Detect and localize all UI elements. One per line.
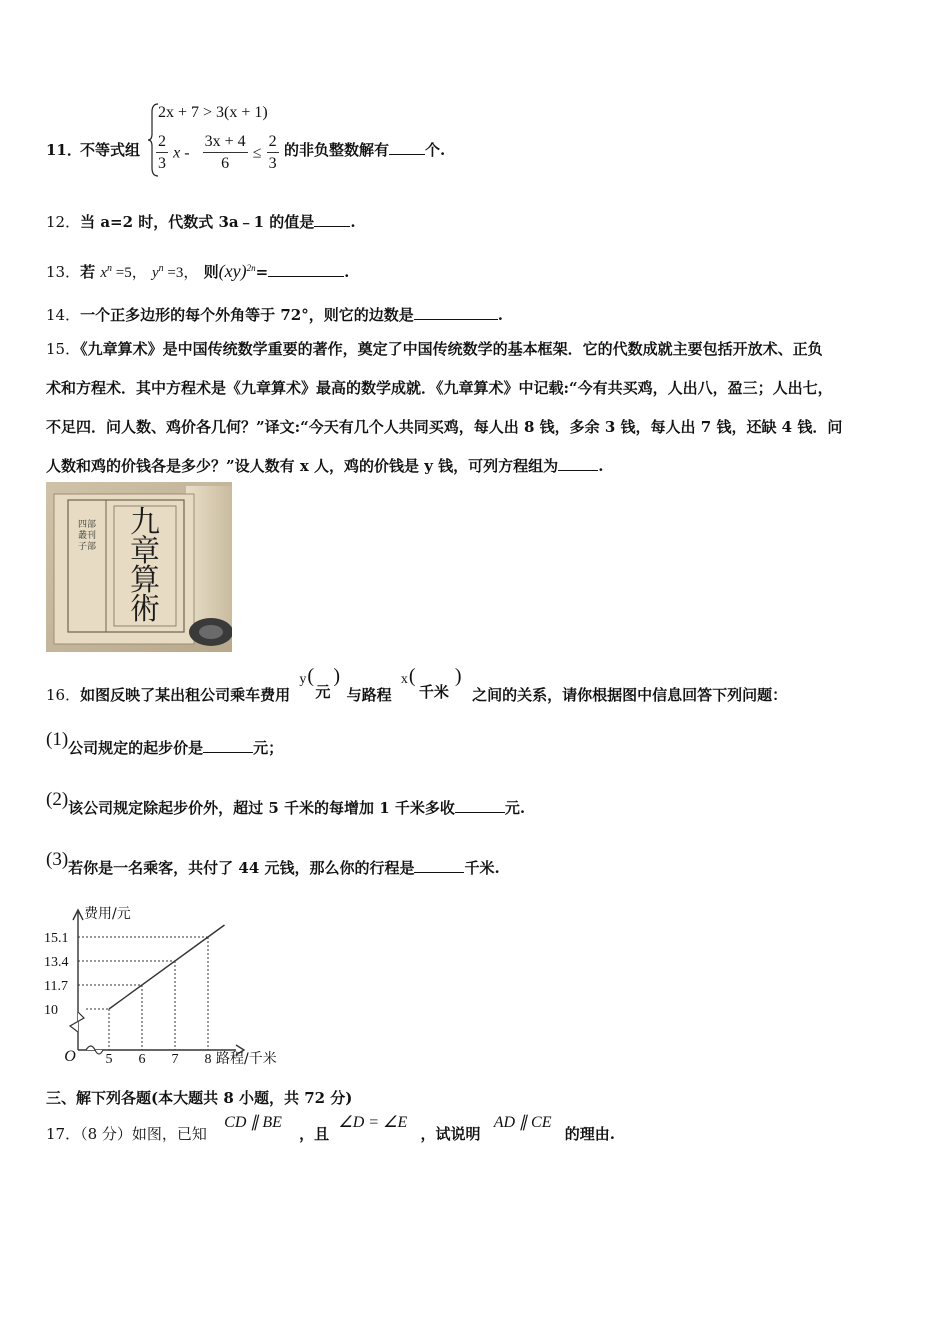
frac-c: $\frac{2}{3}$ [268,133,277,172]
book-title: 九章算術 [130,505,160,627]
answer-blank[interactable] [268,262,344,277]
q16-sub3: (3)若你是一名乘客，共付了 44 元钱，那么你的行程是 千米. [46,849,500,877]
frac-b: $\frac{3x + 4}{6}$ [204,133,246,172]
q15-line-2: 术和方程术．其中方程术是《九章算术》最高的数学成就．《九章算术》中记载:“今有共买鸡，人出八，盈三；人出七， [46,379,833,397]
y-tick-label: 13.4 [44,955,69,970]
q16-sub2: (2)该公司规定除起步价外，超过 5 千米的每增加 1 千米多收 元. [46,789,526,817]
x-unit: x ( 千米 ) [400,665,462,701]
answer-blank[interactable] [314,212,350,227]
section-heading: 三、解下列各题(本大题共 8 小题，共 72 分) [46,1089,353,1107]
answer-blank[interactable] [414,858,464,873]
q15-line-1: 15．《九章算术》是中国传统数学重要的著作，奠定了中国传统数学的基本框架．它的代数成就主要包括开放术、正负 [46,340,823,358]
q15-line-4: 人数和鸡的价钱各是多少？”设人数有 x 人，鸡的价钱是 y 钱，可列方程组为 . [46,457,604,475]
q11-number: 11． [46,141,82,159]
q13: 13．若 $x^n =5$， $y^n =3$， 则(xy)$^{2n}$= . [46,261,350,281]
y-tick-label: 11.7 [44,979,68,994]
y-axis-label: 费用/元 [84,906,131,922]
answer-blank[interactable] [558,456,598,471]
x-tick-label: 7 [171,1052,179,1067]
y-tick-label: 15.1 [44,931,69,946]
book-side-label: 四部叢刊子部 [77,520,96,552]
fare-chart-svg [40,900,300,1070]
q15-line-3: 不足四．问人数、鸡价各几何？”译文:“今天有几个人共同买鸡，每人出 8 钱，多余 3 钱，每人出 7 钱，还缺 4 钱．问 [46,418,843,436]
y-unit: y ( 元 ) [299,665,341,701]
q11-tail: 的非负整数解有 个. [284,141,446,159]
book-illustration [46,482,232,652]
answer-blank[interactable] [389,140,425,155]
q16-stem: 16．如图反映了某出租公司乘车费用 y ( 元 ) 与路程 x ( 千米 ) 之间的关系，请你根据图中信息回答下列问题： [46,665,788,704]
q16-sub1: (1)公司规定的起步价是 元； [46,729,284,757]
q11-inequality-1: 2x + 7 > 3(x + 1) [158,104,268,121]
q12: 12．当 a=2 时，代数式 3a﹣1 的值是 . [46,213,356,231]
q14: 14．一个正多边形的每个外角等于 72°，则它的边数是 . [46,306,503,324]
answer-blank[interactable] [414,305,498,320]
x-axis-label: 路程/千米 [216,1051,277,1067]
y-axis-break [70,1012,84,1032]
q11-inequality-2: $\frac{2}{3}$ x - $\frac{3x + 4}{6}$ ≤ $\frac{2}{3}$ [156,132,279,175]
answer-blank[interactable] [455,798,505,813]
origin-label: O [64,1048,76,1065]
x-tick-label: 6 [138,1052,146,1067]
x-tick-label: 8 [204,1052,212,1067]
x-tick-label: 5 [105,1052,113,1067]
frac-a: $\frac{2}{3}$ [158,133,166,172]
x-axis-break [86,1046,103,1054]
q17: 17．（8 分）如图，已知 CD ∥ BE ，且 ∠D = ∠E ，试说明 AD ∥ CE 的理由. [46,1114,615,1143]
q15-paragraph [46,330,906,486]
fare-line [109,925,225,1009]
q11-lead: 不等式组 [80,141,141,159]
fare-chart [40,900,300,1070]
y-tick-label: 10 [44,1003,58,1018]
answer-blank[interactable] [203,738,253,753]
